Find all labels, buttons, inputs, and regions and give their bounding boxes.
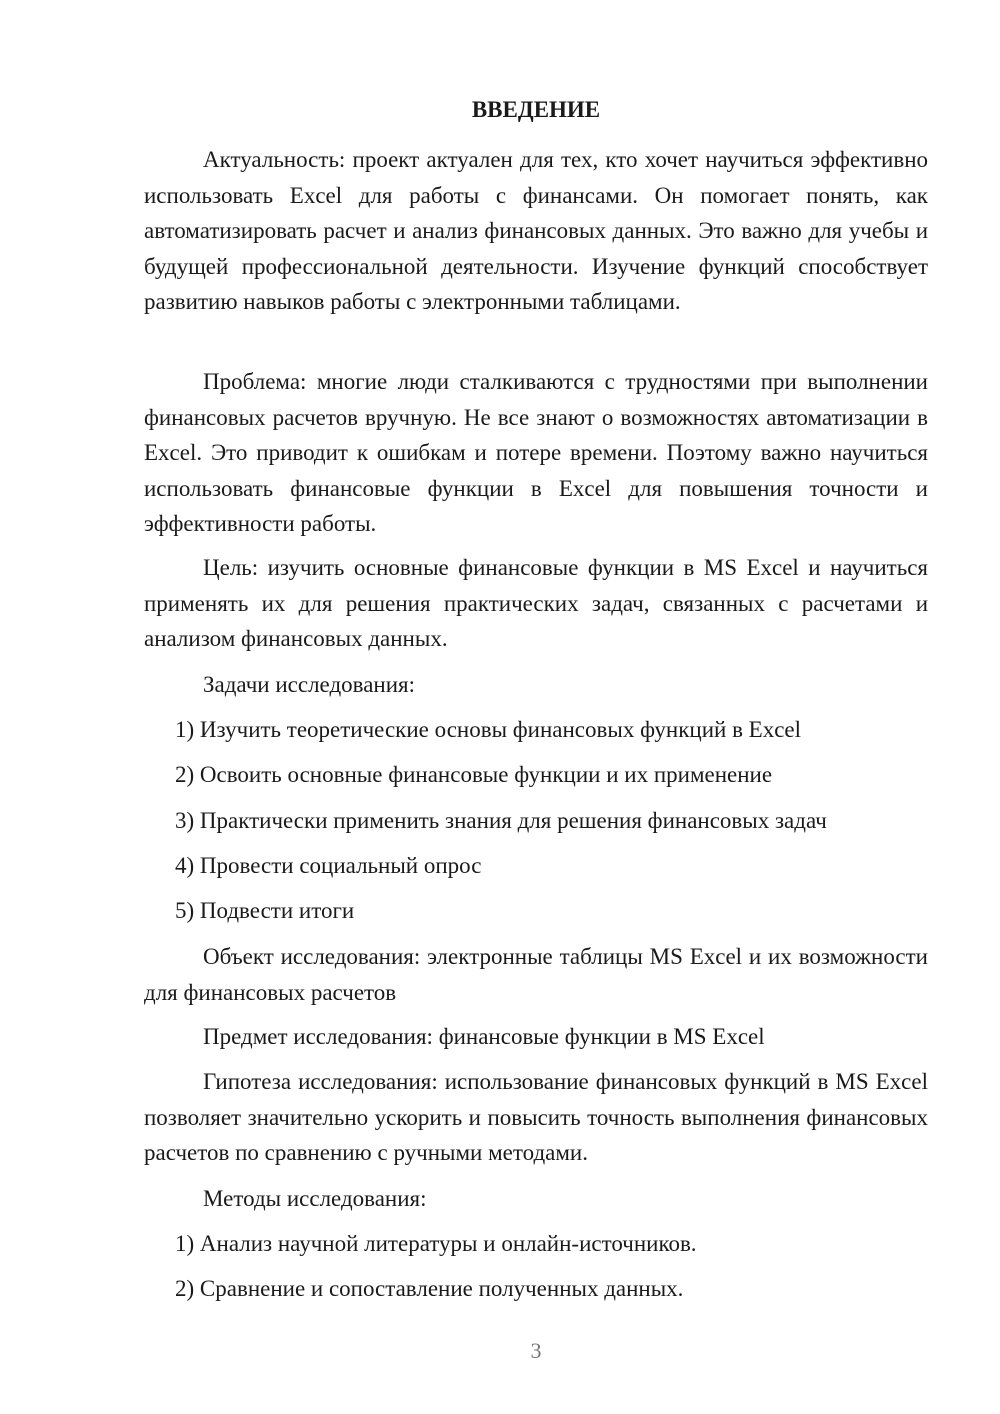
method-item-1: 1) Анализ научной литературы и онлайн-источников. [175,1231,697,1256]
paragraph-problem: Проблема: многие люди сталкиваются с трудностями при выполнении финансовых расчетов вручную. Не все знают о возможностях автоматизации в Excel. Это приводит к ошибкам и потере времени. Поэтому важно научиться использовать финансовые функции в Excel для повышения точности и эффективности работы. [144,369,928,536]
method-item-2: 2) Сравнение и сопоставление полученных данных. [175,1276,684,1301]
page-title: ВВЕДЕНИЕ [471,97,601,122]
paragraph-relevance: Актуальность: проект актуален для тех, кто хочет научиться эффективно использовать Excel для работы с финансами. Он помогает понять, как автоматизировать расчет и анализ финансовых данных. Это важно для учебы и будущей профессиональной деятельности. Изучение функций способствует развитию навыков работы с электронными таблицами. [144,147,928,314]
task-item-1: 1) Изучить теоретические основы финансовых функций в Excel [175,717,802,742]
tasks-heading: Задачи исследования: [203,672,416,697]
task-item-3: 3) Практически применить знания для решения финансовых задач [175,808,827,833]
task-item-2: 2) Освоить основные финансовые функции и их применение [175,762,773,787]
paragraph-hypothesis: Гипотеза исследования: использование финансовых функций в MS Excel позволяет значительно ускорить и повысить точность выполнения финансовых расчетов по сравнению с ручными методами. [144,1069,928,1165]
paragraph-subject: Предмет исследования: финансовые функции в MS Excel [203,1024,765,1049]
page-number: 3 [530,1338,542,1363]
paragraph-object: Объект исследования: электронные таблицы MS Excel и их возможности для финансовых расчетов [144,944,928,1005]
task-item-4: 4) Провести социальный опрос [175,853,482,878]
methods-heading: Методы исследования: [203,1186,427,1211]
paragraph-goal: Цель: изучить основные финансовые функции в MS Excel и научиться применять их для решения практических задач, связанных с расчетами и анализом финансовых данных. [144,555,928,651]
task-item-5: 5) Подвести итоги [175,898,355,923]
